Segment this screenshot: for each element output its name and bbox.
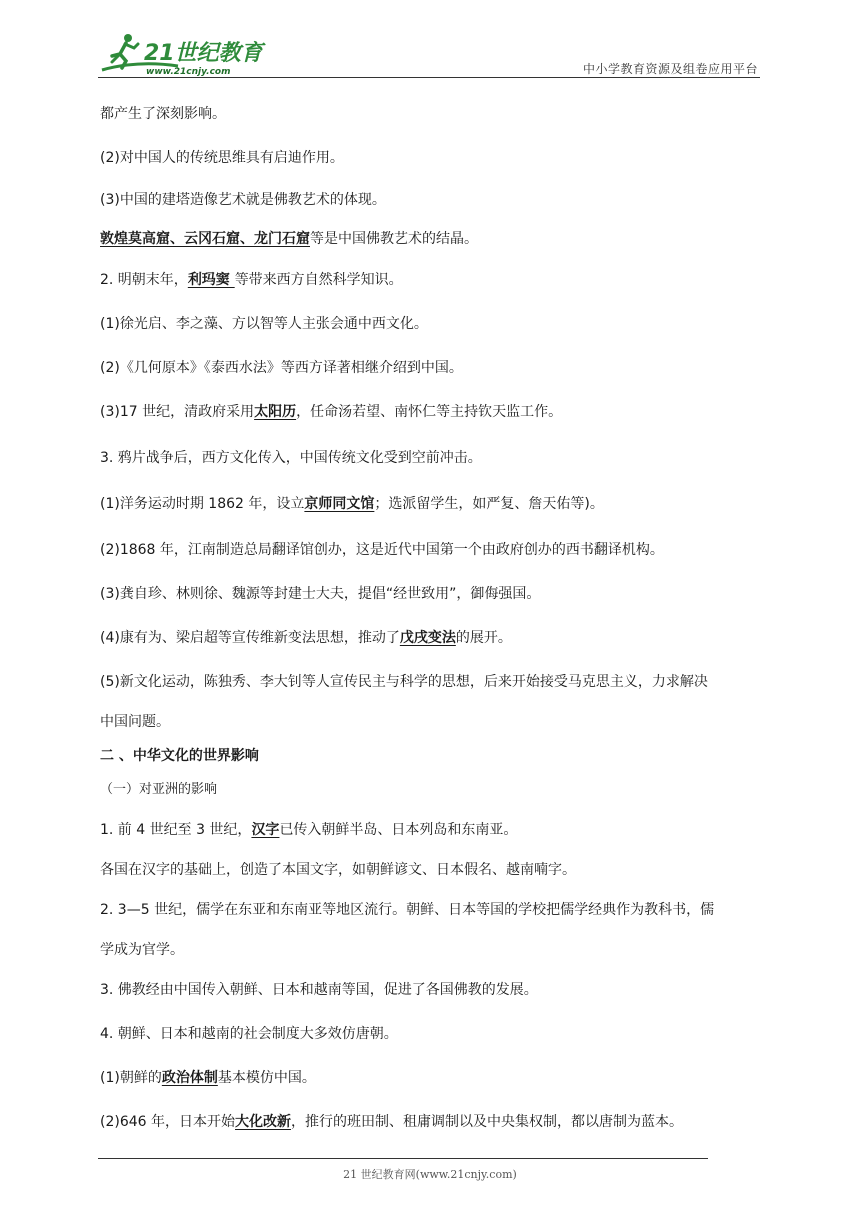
paragraph-line: 各国在汉字的基础上，创造了本国文字，如朝鲜谚文、日本假名、越南喃字。 (100, 862, 576, 878)
keyword-underlined: 戊戌变法 (399, 630, 456, 646)
paragraph-line: 3. 佛教经由中国传入朝鲜、日本和越南等国，促进了各国佛教的发展。 (100, 982, 538, 998)
keyword-underlined: 京师同文馆 (304, 496, 375, 512)
line-text: ，任命汤若望、南怀仁等主持钦天监工作。 (296, 404, 563, 420)
keyword-underlined: 敦煌莫高窟、云冈石窟、龙门石窟 (100, 231, 310, 247)
paragraph-line: (2)1868 年，江南制造总局翻译馆创办，这是近代中国第一个由政府创办的西书翻译机构。 (100, 542, 664, 558)
runner-logo-icon (98, 30, 268, 78)
paragraph-line: 学成为官学。 (100, 942, 184, 958)
paragraph-line (100, 270, 403, 290)
paragraph-line: 2. 3—5 世纪，儒学在东亚和东南亚等地区流行。朝鲜、日本等国的学校把儒学经典作为教科书，儒 (100, 902, 715, 918)
line-text: (3)17 世纪，清政府采用 (100, 404, 255, 420)
keyword-underlined: 汉字 (251, 822, 280, 838)
paragraph-line: (5)新文化运动，陈独秀、李大钊等人宣传民主与科学的思想，后来开始接受马克思主义，力求解决 (100, 674, 708, 690)
paragraph-line (100, 494, 604, 514)
paragraph-line: (2)《几何原本》《泰西水法》等西方译著相继介绍到中国。 (100, 360, 463, 376)
line-text: (1)洋务运动时期 1862 年，设立 (100, 496, 305, 512)
line-text: 1. 前 4 世纪至 3 世纪， (100, 822, 252, 838)
paragraph-line (100, 1068, 316, 1088)
paragraph-line (100, 1112, 683, 1132)
line-text: 等带来西方自然科学知识。 (234, 272, 403, 288)
platform-name: 中小学教育资源及组卷应用平台 (582, 62, 758, 76)
line-text: 已传入朝鲜半岛、日本列岛和东南亚。 (279, 822, 518, 838)
footer-link[interactable]: 21 世纪教育网(www.21cnjy.com) (343, 1168, 517, 1181)
line-text: 等是中国佛教艺术的结晶。 (310, 231, 478, 247)
site-logo[interactable] (98, 30, 268, 78)
line-text: (4)康有为、梁启超等宣传维新变法思想，推动了 (100, 630, 400, 646)
paragraph-line: 3. 鸦片战争后，西方文化传入，中国传统文化受到空前冲击。 (100, 450, 482, 466)
paragraph-line: (3)中国的建塔造像艺术就是佛教艺术的体现。 (100, 192, 386, 208)
paragraph-line: (2)对中国人的传统思维具有启迪作用。 (100, 150, 344, 166)
line-text: ；选派留学生，如严复、詹天佑等)。 (374, 496, 604, 512)
paragraph-line (100, 402, 562, 422)
section-heading: 二 、中华文化的世界影响 (100, 748, 259, 764)
line-text: (1)朝鲜的 (100, 1070, 162, 1086)
line-text: 2. 明朝末年， (100, 272, 188, 288)
keyword-underlined: 大化改新 (235, 1114, 292, 1130)
page-header (98, 30, 758, 78)
keyword-underlined: 利玛窦 (187, 272, 235, 288)
line-text: (2)646 年，日本开始 (100, 1114, 236, 1130)
line-text: ，推行的班田制、租庸调制以及中央集权制，都以唐制为蓝本。 (291, 1114, 684, 1130)
subsection-heading: （一）对亚洲的影响 (100, 782, 218, 797)
line-text: 的展开。 (455, 630, 512, 646)
logo-wordmark: 21世纪教育 (144, 41, 263, 66)
paragraph-line: 中国问题。 (100, 714, 170, 730)
footer-divider (98, 1158, 708, 1159)
paragraph-line: (1)徐光启、李之藻、方以智等人主张会通中西文化。 (100, 316, 428, 332)
paragraph-line (100, 628, 512, 648)
paragraph-line: 4. 朝鲜、日本和越南的社会制度大多效仿唐朝。 (100, 1026, 398, 1042)
keyword-underlined: 太阳历 (254, 404, 297, 420)
line-text: 基本模仿中国。 (217, 1070, 316, 1086)
paragraph-line: 都产生了深刻影响。 (100, 106, 226, 122)
logo-url: www.21cnjy.com (146, 67, 231, 77)
keyword-underlined: 政治体制 (161, 1070, 218, 1086)
header-divider (98, 77, 760, 78)
paragraph-line: (3)龚自珍、林则徐、魏源等封建士大夫，提倡“经世致用”，御侮强国。 (100, 586, 541, 602)
paragraph-line (100, 229, 478, 249)
paragraph-line (100, 820, 517, 840)
